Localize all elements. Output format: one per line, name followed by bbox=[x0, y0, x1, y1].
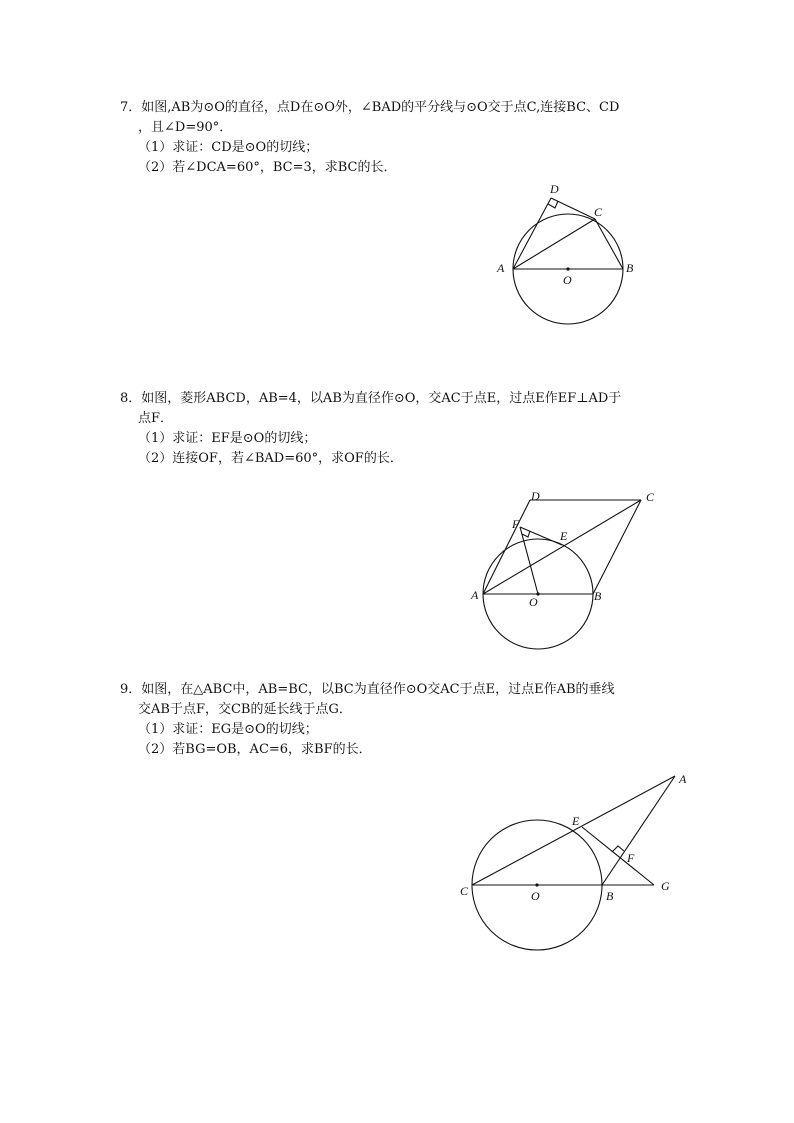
label-a: A bbox=[497, 261, 505, 275]
segment-ac bbox=[513, 219, 595, 269]
label-b-8: B bbox=[594, 589, 602, 603]
segment-ad bbox=[513, 198, 551, 269]
label-g-9: G bbox=[661, 879, 670, 893]
label-a-8: A bbox=[471, 588, 479, 602]
label-f-9: F bbox=[627, 851, 635, 865]
label-d-8: D bbox=[531, 489, 540, 503]
problem-9 bbox=[120, 680, 680, 760]
problem-9-stem-line-2: 交AB于点F，交CB的延长线于点G． bbox=[138, 702, 352, 717]
problem-8-part-1: （1）求证：EF是⊙O的切线； bbox=[138, 431, 317, 446]
problem-7-part-2: （2）若∠DCA=60°，BC=3，求BC的长． bbox=[138, 160, 397, 175]
right-angle-mark-8 bbox=[522, 531, 530, 537]
center-dot-9 bbox=[535, 883, 538, 886]
label-c-9: C bbox=[460, 884, 469, 898]
segment-ba-9 bbox=[602, 776, 675, 885]
right-angle-mark bbox=[548, 201, 558, 208]
problem-7-stem-line-1: 7．如图,AB为⊙O的直径，点D在⊙O外，∠BAD的平分线与⊙O交于点C,连接BC、CD bbox=[120, 100, 620, 115]
center-dot bbox=[566, 267, 569, 270]
right-angle-mark-9 bbox=[612, 846, 624, 852]
segment-fo-8 bbox=[520, 527, 538, 594]
label-e-9: E bbox=[572, 814, 580, 828]
problem-8 bbox=[120, 389, 680, 469]
problem-9-stem-line-1: 9．如图，在△ABC中，AB=BC，以BC为直径作⊙O交AC于点E，过点E作AB的垂线 bbox=[120, 682, 615, 697]
label-e-8: E bbox=[560, 529, 568, 543]
label-b: B bbox=[626, 261, 634, 275]
label-c-8: C bbox=[646, 490, 655, 504]
problem-9-part-2: （2）若BG=OB，AC=6，求BF的长． bbox=[138, 742, 372, 757]
problem-8-stem-line-2: 点F． bbox=[138, 411, 174, 426]
problem-8-part-2: （2）连接OF，若∠BAD=60°，求OF的长． bbox=[138, 451, 403, 466]
segment-eg-9 bbox=[582, 827, 654, 885]
label-d: D bbox=[550, 182, 559, 196]
label-b-9: B bbox=[606, 889, 614, 903]
label-f-8: F bbox=[512, 517, 520, 531]
label-o: O bbox=[563, 273, 572, 287]
label-o-8: O bbox=[529, 595, 538, 609]
label-c: C bbox=[594, 205, 603, 219]
segment-bc bbox=[595, 219, 623, 269]
problem-7-part-1: （1）求证：CD是⊙O的切线； bbox=[138, 140, 319, 155]
problem-7-stem-line-2: ，且∠D=90°． bbox=[138, 120, 233, 135]
label-o-9: O bbox=[531, 889, 540, 903]
label-a-9: A bbox=[679, 772, 687, 786]
problem-9-part-1: （1）求证：EG是⊙O的切线； bbox=[138, 722, 318, 737]
problem-8-stem-line-1: 8．如图，菱形ABCD，AB=4，以AB为直径作⊙O，交AC于点E，过点E作EF⊥AD于 bbox=[120, 391, 622, 406]
